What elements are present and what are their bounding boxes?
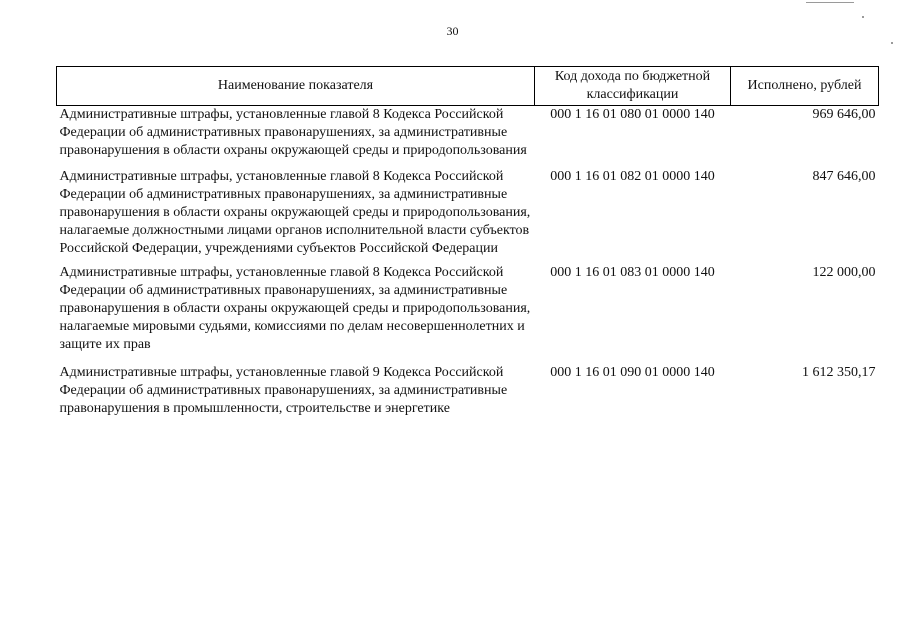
table-row xyxy=(57,106,879,167)
scan-artifact-line xyxy=(806,2,854,3)
page-number: 30 xyxy=(446,24,459,38)
revenue-code: 000 1 16 01 083 01 0000 140 xyxy=(550,265,715,280)
revenue-code: 000 1 16 01 082 01 0000 140 xyxy=(550,169,715,184)
table-row xyxy=(57,166,879,262)
executed-amount: 969 646,00 xyxy=(812,107,876,122)
executed-amount: 1 612 350,17 xyxy=(802,365,876,380)
scan-artifact-dot xyxy=(891,42,893,44)
column-header-code: Код дохода по бюджетной классификации xyxy=(535,67,731,106)
revenue-code: 000 1 16 01 090 01 0000 140 xyxy=(550,365,715,380)
executed-amount: 847 646,00 xyxy=(812,169,876,184)
indicator-name: Административные штрафы, установленные главой 8 Кодекса Российской Федерации об административных правонарушениях, за административные правонарушения в области охраны окружающей среды и природопользования, налагаемые мировыми судьями, комиссиями по делам несовершеннолетних и защите их прав xyxy=(59,265,531,352)
indicator-name: Административные штрафы, установленные главой 8 Кодекса Российской Федерации об административных правонарушениях, за административные правонарушения в области охраны окружающей среды и природопользования, налагаемые должностными лицами органов исполнительной власти субъектов Российской Федерации, учреждениями субъектов Российской Федерации xyxy=(59,169,531,256)
column-header-name: Наименование показателя xyxy=(57,67,535,106)
scan-artifact-dot xyxy=(862,16,864,18)
indicator-name: Административные штрафы, установленные главой 9 Кодекса Российской Федерации об административных правонарушениях, за административные правонарушения в промышленности, строительстве и энергетике xyxy=(59,365,508,416)
table-row xyxy=(57,364,879,418)
revenue-code: 000 1 16 01 080 01 0000 140 xyxy=(550,107,715,122)
indicator-name: Административные штрафы, установленные главой 8 Кодекса Российской Федерации об административных правонарушениях, за административные правонарушения в области охраны окружающей среды и природопользования xyxy=(59,107,527,158)
table-header-row xyxy=(57,67,879,106)
column-header-amount: Исполнено, рублей xyxy=(731,67,879,106)
executed-amount: 122 000,00 xyxy=(812,265,876,280)
revenue-table xyxy=(56,66,879,418)
table-row xyxy=(57,262,879,364)
